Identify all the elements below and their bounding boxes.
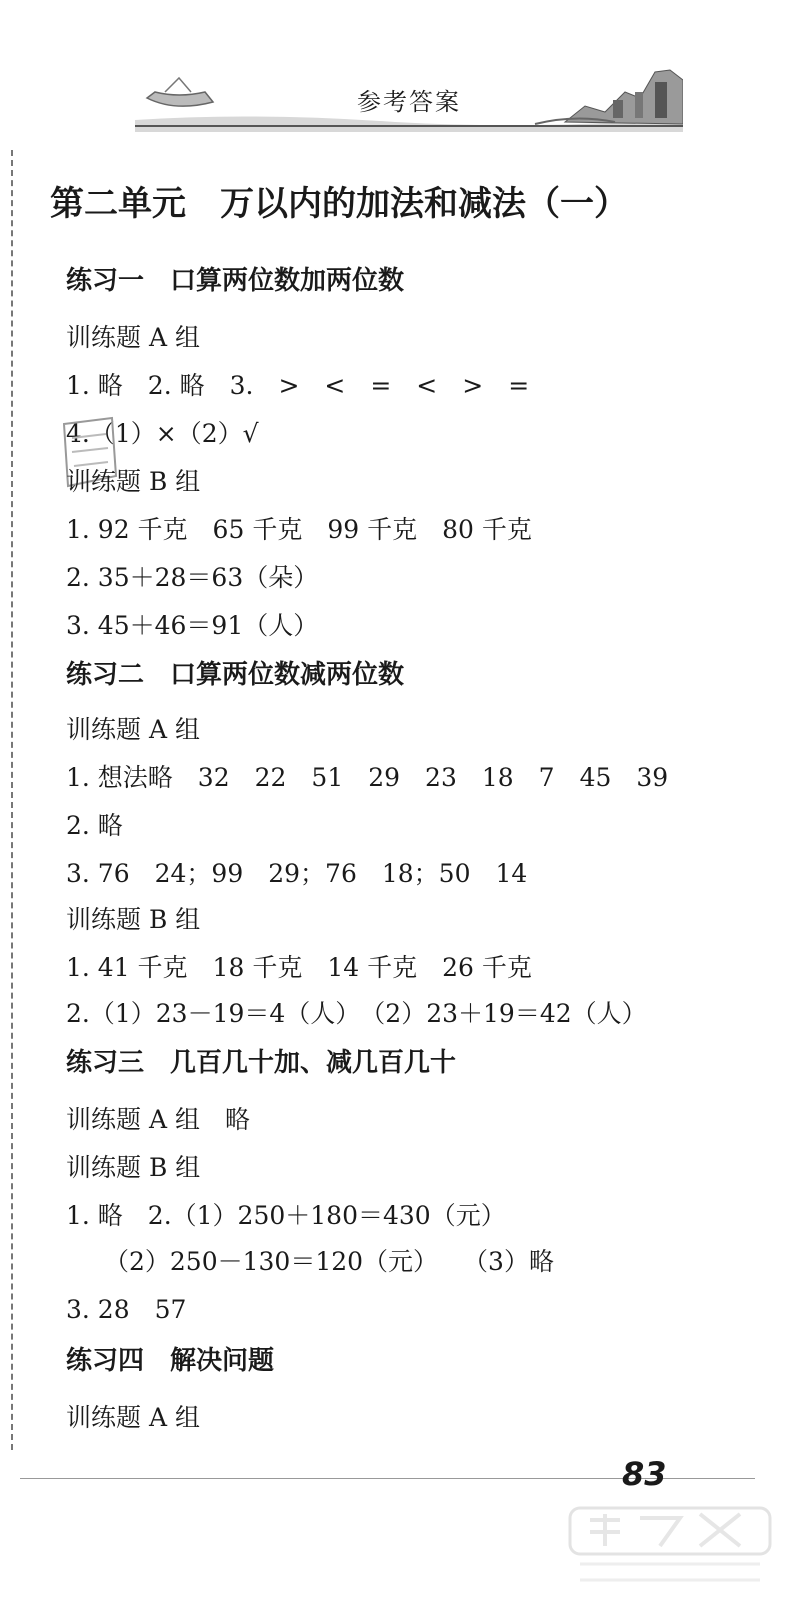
answer-line: 1. 41 千克 18 千克 14 千克 26 千克: [66, 953, 532, 982]
header-title: 参考答案: [357, 88, 461, 116]
group-label: 训练题 B 组: [66, 467, 201, 496]
header-banner: [135, 62, 683, 134]
section-title: 练习四 解决问题: [66, 1346, 275, 1376]
answer-line: 3. 45＋46＝91（人）: [66, 611, 319, 640]
group-label: 训练题 A 组: [66, 1403, 200, 1432]
group-label: 训练题 A 组: [66, 323, 200, 352]
group-label: 训练题 B 组: [66, 1153, 201, 1182]
group-label: 训练题 B 组: [66, 905, 201, 934]
answer-line: 2. 35＋28＝63（朵）: [66, 563, 319, 592]
answer-line: （2）250－130＝120（元） （3）略: [104, 1247, 554, 1276]
answer-line: 2.（1）23－19＝4（人） （2）23＋19＝42（人）: [66, 999, 647, 1028]
answer-line: 3. 76 24；99 29；76 18；50 14: [66, 859, 528, 888]
group-label: 训练题 A 组: [66, 715, 200, 744]
answer-line: 1. 略 2.（1）250＋180＝430（元）: [66, 1201, 506, 1230]
answer-line: 1. 略 2. 略 3. > < = < > =: [66, 371, 530, 400]
answer-line: 1. 想法略 32 22 51 29 23 18 7 45 39: [66, 763, 669, 792]
answer-line: 1. 92 千克 65 千克 99 千克 80 千克: [66, 515, 532, 544]
watermark-logo: [560, 1500, 780, 1595]
answer-line: 2. 略: [66, 811, 123, 840]
binding-dashed-line: [11, 150, 13, 1450]
section-title: 练习三 几百几十加、减几百几十: [66, 1048, 457, 1078]
section-title: 练习一 口算两位数加两位数: [66, 266, 405, 296]
page-number: 83: [622, 1455, 667, 1493]
answer-line: 3. 28 57: [66, 1295, 187, 1324]
unit-title: 第二单元 万以内的加法和减法（一）: [50, 184, 628, 224]
section-title: 练习二 口算两位数减两位数: [66, 660, 405, 690]
answer-line: 4.（1）×（2）√: [66, 419, 259, 448]
group-label: 训练题 A 组 略: [66, 1105, 250, 1134]
